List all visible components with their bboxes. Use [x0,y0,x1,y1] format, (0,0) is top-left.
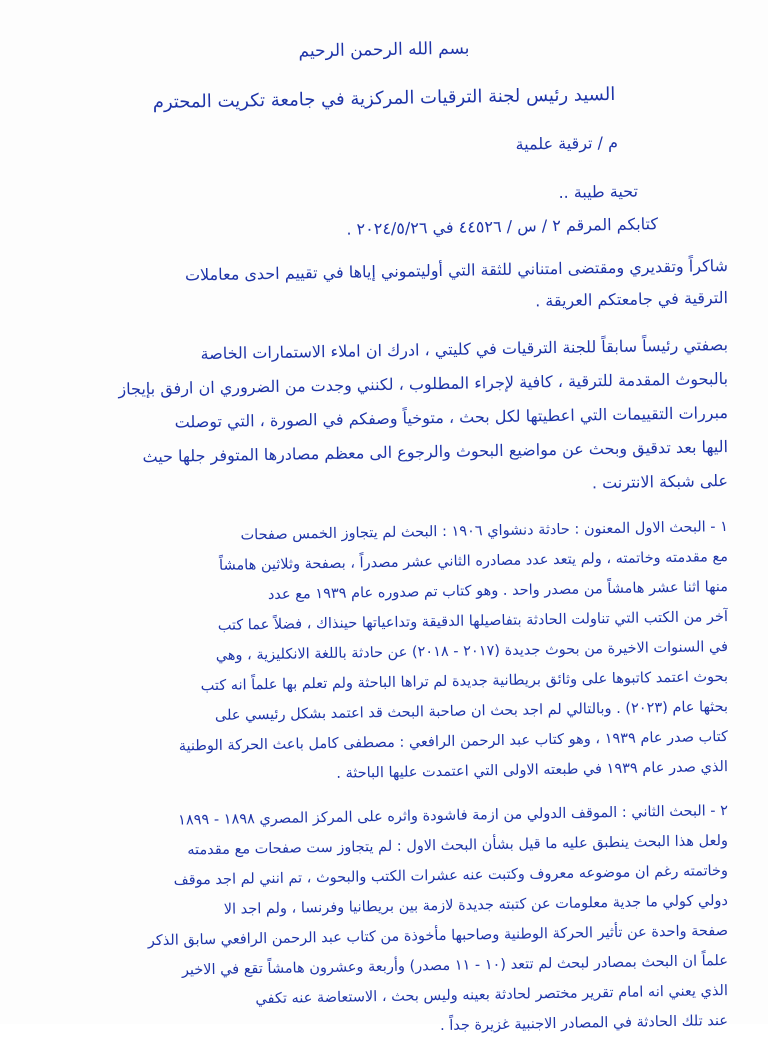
paragraph-line: اليها بعد تدقيق وبحث عن مواضيع البحوث والرجوع الى معظم مصادرها المتوفر جلها حيث [142,436,729,467]
paragraph-line: شاكراً وتقديري ومقتضى امتناني للثقة التي أوليتموني إياها في تقييم احدى معاملات [184,255,729,285]
paragraph-line: ١ - البحث الاول المعنون : حادثة دنشواي ١٩٠٦ : البحث لم يتجاوز الخمس صفحات [240,518,729,544]
paragraph-first-research [40,518,728,788]
paragraph-justification [40,334,728,504]
paragraph-line: وخاتمته رغم ان موضوعه معروف وكتبت عنه عشرات الكتب والبحوث ، تم انني لم اجد موقف [173,862,729,889]
paragraph-line: على شبكة الانترنت . [591,470,729,493]
paragraph-line: الذي يعني انه امام تقرير مختصر لحادثة بعينه وليس بحث ، الاستعاضة عنه تكفي [255,982,729,1008]
paragraph-line: الترقية في جامعتكم العريقة . [534,287,729,311]
paragraph-line: بالبحوث المقدمة للترقية ، كافية لإجراء المطلوب ، لكنني وجدت من الضروري ان ارفق بإيجاز [118,368,729,399]
paragraph-line: ولعل هذا البحث ينطبق عليه ما قيل بشأن البحث الاول : لم يتجاوز ست صفحات مع مقدمته [187,832,729,859]
paragraph-line: بصفتي رئيساً سابقاً للجنة الترقيات في كليتي ، ادرك ان املاء الاستمارات الخاصة [200,334,729,364]
paragraph-line: بحثها عام (٢٠٢٣) . وبالتالي لم اجد بحث ان صاحبة البحث قد اعتمد بشكل رئيسي على [214,698,729,724]
greeting: تحية طيبة .. [558,181,639,202]
paragraph-line: بحوث اعتمد كاتبوها على وثائق بريطانية جديدة لم تراها الباحثة ولم تعلم بها علماً انه كتب [200,668,729,695]
paragraph-line: مبررات التقييمات التي اعطيتها لكل بحث ، متوخياً وصفكم في الصورة ، التي توصلت [174,402,729,432]
paragraph-line: في السنوات الاخيرة من بحوث جديدة (٢٠١٧ - ٢٠١٨) عن حادثة باللغة الانكليزية ، وهي [215,638,729,664]
paragraph-line: دولي كولي ما جدية معلومات عن كتبته جديدة لازمة بين بريطانيا وفرنسا ، ولم اجد الا [223,892,729,918]
paragraph-line: صفحة واحدة عن تأثير الحركة الوطنية وصاحبها مأخوذة من كتاب عبد الرحمن الرافعي سابق الذكر [147,922,729,950]
paragraph-line: ٢ - البحث الثاني : الموقف الدولي من ازمة فاشودة واثره على المركز المصري ١٨٩٨ - ١٨٩٩ [177,802,729,829]
paragraph-line: الذي صدر عام ١٩٣٩ في طبعته الاولى التي اعتمدت عليها الباحثة . [336,758,729,782]
paragraph-line: عند تلك الحادثة في المصادر الاجنبية غزيرة جداً . [439,1012,729,1035]
paragraph-line: آخر من الكتب التي تناولت الحادثة بتفاصيلها الدقيقة وتداعياتها حينذاك ، فضلاً عما كتب [217,608,729,634]
paragraph-line: منها اثنا عشر هامشاً من مصدر واحد . وهو كتاب تم صدوره عام ١٩٣٩ مع عدد [267,578,729,604]
paragraph-second-research [40,802,728,1042]
basmala: بسم الله الرحمن الرحيم [298,38,470,62]
reference-line: كتابكم المرقم ٢ / س / ٤٤٥٢٦ في ٢٠٢٤/٥/٢٦ . [346,214,659,239]
paragraph-line: علماً ان البحث بمصادر لبحث لم تتعد (١٠ - ١١ مصدر) وأربعة وعشرون هامشاً تقع في الاخير [181,952,729,979]
paragraph-thanks [40,256,728,320]
subject-line: م / ترقية علمية [515,132,619,154]
addressee: السيد رئيس لجنة الترقيات المركزية في جامعة تكريت المحترم [152,83,616,114]
paragraph-line: مع مقدمته وخاتمته ، ولم يتعد عدد مصادره الثاني عشر مصدراً ، بصفحة وثلاثين هامشاً [218,548,729,574]
paragraph-line: كتاب صدر عام ١٩٣٩ ، وهو كتاب عبد الرحمن الرافعي : مصطفى كامل باعث الحركة الوطنية [178,728,729,755]
